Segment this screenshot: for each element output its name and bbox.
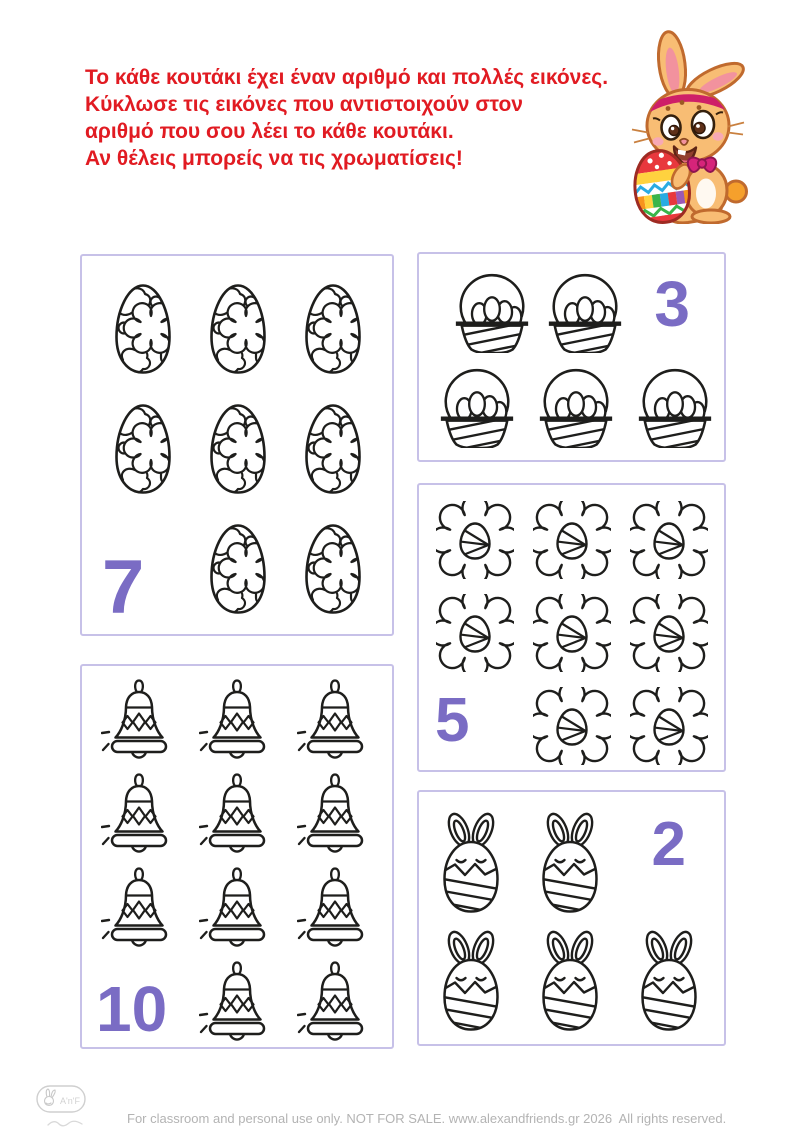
easter-egg-cell: [95, 282, 190, 376]
bunny-egg-icon[interactable]: [534, 930, 606, 1034]
easter-egg-icon[interactable]: [299, 282, 367, 376]
flower-egg-cell: [426, 594, 523, 672]
flower-egg-icon[interactable]: [436, 501, 514, 579]
flower-egg-cell: [620, 594, 717, 672]
basket-cell: [539, 269, 632, 353]
flower-egg-icon[interactable]: [630, 687, 708, 765]
basket-icon[interactable]: [447, 269, 537, 353]
grid-row: [426, 501, 724, 579]
basket-cell: [428, 364, 527, 448]
easter-egg-cell: [190, 522, 285, 616]
box-number-3: 3: [654, 268, 690, 340]
easter-egg-cell: [190, 282, 285, 376]
bunny-nose: [680, 139, 688, 145]
bell-cell: [188, 772, 286, 860]
box-number-10: 10: [96, 973, 168, 1045]
logo-text: A'n'F: [60, 1096, 80, 1106]
flower-egg-icon[interactable]: [436, 594, 514, 672]
flower-egg-cell: [620, 501, 717, 579]
bunny-foot: [692, 210, 730, 223]
grid-row: [90, 772, 392, 860]
easter-egg-cell: [285, 522, 380, 616]
easter-bunny-illustration: [612, 28, 767, 224]
bunny-egg-cell: [619, 930, 718, 1034]
bell-icon[interactable]: [101, 772, 177, 860]
bell-cell: [188, 960, 286, 1048]
bell-icon[interactable]: [199, 678, 275, 766]
bell-icon[interactable]: [199, 866, 275, 954]
box-number-5: 5: [435, 686, 470, 755]
basket-cell: [625, 364, 724, 448]
bell-icon[interactable]: [297, 678, 373, 766]
bunny-egg-cell: [421, 812, 520, 916]
bell-cell: [188, 678, 286, 766]
bell-cell: [286, 866, 384, 954]
instruction-line-2: Κύκλωσε τις εικόνες που αντιστοιχούν στον: [85, 93, 523, 116]
bell-icon[interactable]: [101, 678, 177, 766]
flower-egg-icon[interactable]: [630, 594, 708, 672]
bell-cell: [286, 772, 384, 860]
grid-row: [426, 594, 724, 672]
bunny-egg-cell: [520, 930, 619, 1034]
easter-egg-icon[interactable]: [204, 402, 272, 496]
bunny-tail: [726, 181, 747, 202]
bunny-egg-cell: [421, 930, 520, 1034]
logo-bunny-doodle: [45, 1089, 56, 1106]
bunny-egg-cell: [520, 812, 619, 916]
publisher-logo-art: [36, 1085, 86, 1113]
bunny-egg-icon[interactable]: [534, 812, 606, 916]
grid-row: [421, 930, 724, 1034]
flower-egg-icon[interactable]: [630, 501, 708, 579]
easter-egg-icon[interactable]: [299, 402, 367, 496]
instructions-block: [85, 64, 685, 172]
grid-row: [90, 866, 392, 954]
grid-row: [95, 282, 392, 376]
bell-icon[interactable]: [199, 772, 275, 860]
bell-icon[interactable]: [101, 866, 177, 954]
flower-egg-cell: [523, 594, 620, 672]
basket-cell: [527, 364, 626, 448]
flower-egg-icon[interactable]: [533, 501, 611, 579]
easter-egg-icon[interactable]: [109, 282, 177, 376]
basket-icon[interactable]: [432, 364, 522, 448]
bunny-egg-icon[interactable]: [435, 930, 507, 1034]
flower-egg-cell: [620, 687, 717, 765]
bunny-egg-icon[interactable]: [633, 930, 705, 1034]
easter-egg-cell: [190, 402, 285, 496]
flower-egg-icon[interactable]: [533, 594, 611, 672]
box-2-bunny-eggs: [417, 790, 726, 1046]
bell-cell: [90, 772, 188, 860]
basket-icon[interactable]: [540, 269, 630, 353]
bell-icon[interactable]: [297, 772, 373, 860]
instruction-line-3: αριθμό που σου λέει το κάθε κουτάκι.: [85, 120, 454, 143]
grid-row: [90, 678, 392, 766]
easter-bunny-art: [612, 28, 767, 224]
bell-cell: [90, 678, 188, 766]
instruction-line-4: Αν θέλεις μπορείς να τις χρωματίσεις!: [85, 147, 463, 170]
grid-row: [426, 687, 724, 765]
bell-cell: [286, 960, 384, 1048]
easter-egg-icon[interactable]: [109, 402, 177, 496]
easter-egg-icon[interactable]: [204, 522, 272, 616]
signature-squiggle: [46, 1116, 84, 1130]
box-7-easter-eggs: [80, 254, 394, 636]
easter-egg-cell: [285, 402, 380, 496]
basket-icon[interactable]: [531, 364, 621, 448]
flower-egg-cell: [426, 501, 523, 579]
flower-egg-cell: [523, 687, 620, 765]
bell-cell: [286, 678, 384, 766]
basket-icon[interactable]: [630, 364, 720, 448]
grid-row: [428, 364, 724, 448]
basket-cell: [446, 269, 539, 353]
box-5-flower-eggs: [417, 483, 726, 772]
easter-egg-icon[interactable]: [299, 522, 367, 616]
instruction-line-1: Το κάθε κουτάκι έχει έναν αριθμό και πολλές εικόνες.: [85, 66, 609, 89]
bell-icon[interactable]: [297, 866, 373, 954]
bunny-egg-icon[interactable]: [435, 812, 507, 916]
publisher-logo: [36, 1085, 86, 1113]
grid-row: [95, 402, 392, 496]
easter-egg-cell: [95, 402, 190, 496]
flower-egg-icon[interactable]: [533, 687, 611, 765]
easter-egg-cell: [285, 282, 380, 376]
bell-cell: [188, 866, 286, 954]
box-3-baskets: [417, 252, 726, 462]
flower-egg-cell: [523, 501, 620, 579]
bell-icon[interactable]: [297, 960, 373, 1048]
copyright-text: For classroom and personal use only. NOT FOR SALE. www.alexandfriends.gr 2026 All rights reserved.: [127, 1111, 727, 1126]
bell-cell: [90, 866, 188, 954]
easter-egg-icon[interactable]: [204, 282, 272, 376]
box-number-7: 7: [102, 545, 145, 630]
bell-icon[interactable]: [199, 960, 275, 1048]
box-number-2: 2: [651, 810, 686, 879]
box-10-bells: [80, 664, 394, 1049]
